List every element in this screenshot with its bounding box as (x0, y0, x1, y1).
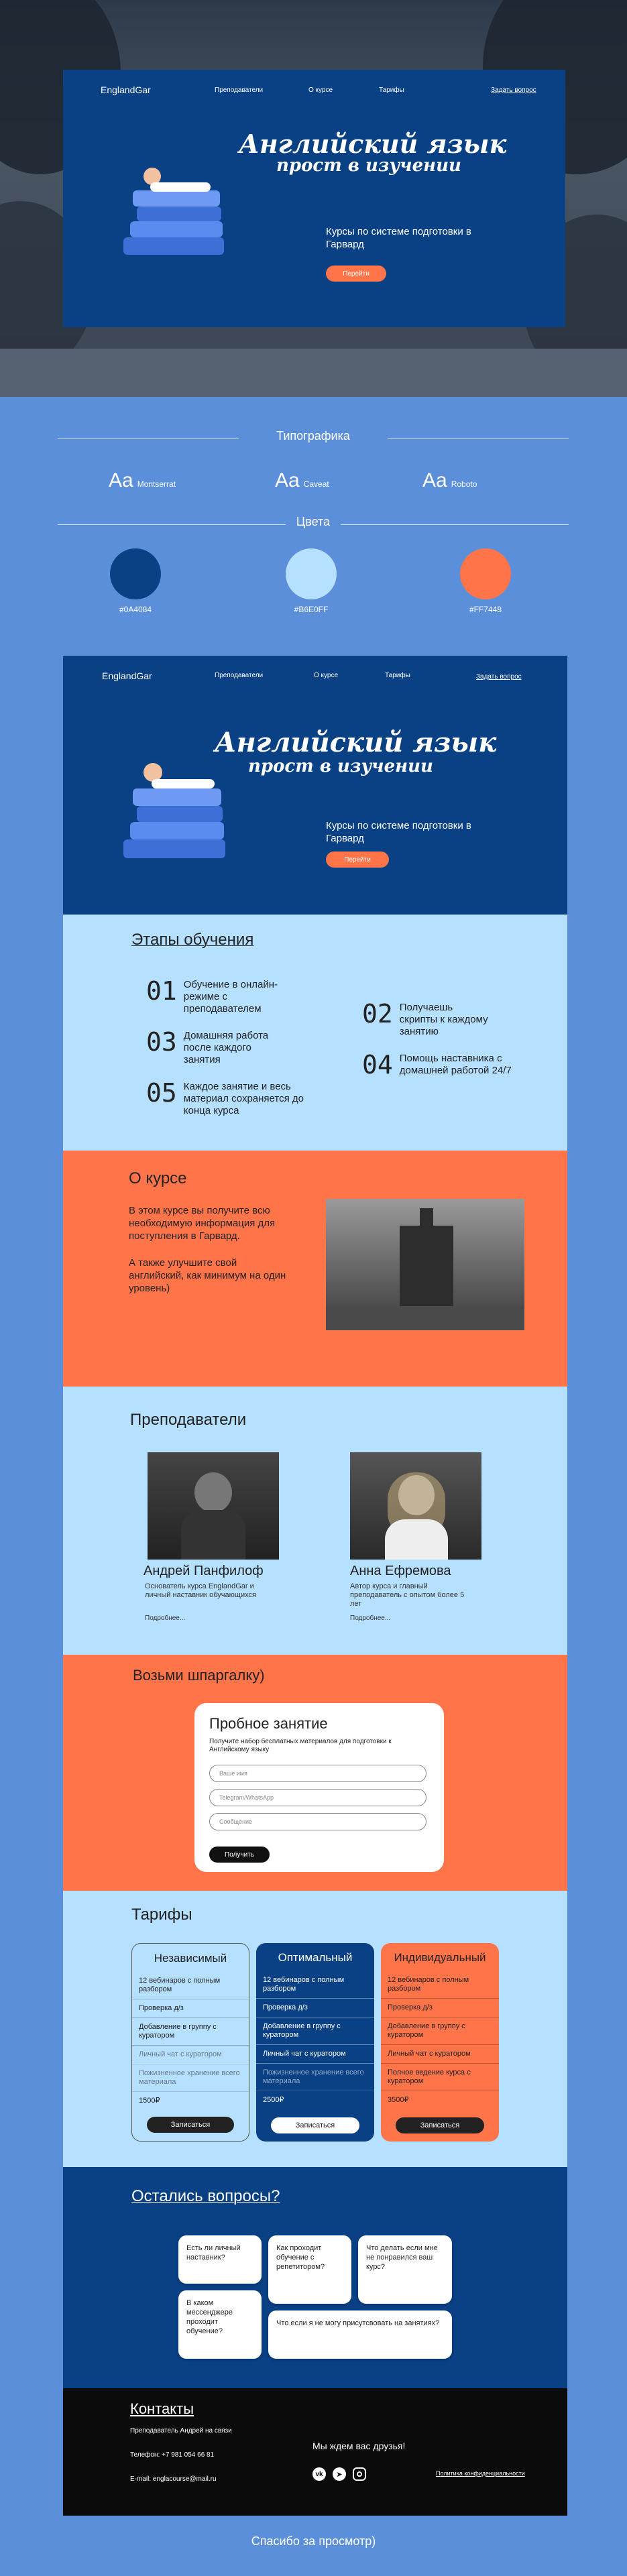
plan-card-independent (131, 1943, 249, 2142)
about-paragraph-2: А также улучшите свой английский, как минимум на один уровень) (129, 1257, 286, 1294)
contacts-phone[interactable]: Телефон: +7 981 054 66 81 (130, 2451, 215, 2459)
teachers-section (63, 1387, 567, 1655)
ask-question-link[interactable]: Задать вопрос (491, 86, 536, 94)
hero-cta-button[interactable]: Перейти (326, 852, 389, 868)
nav-about[interactable]: О курсе (308, 86, 333, 94)
step-01: 01 Обучение в онлайн-режиме с преподавателем (146, 976, 278, 1014)
nav-tariffs[interactable]: Тарифы (379, 86, 404, 94)
plan-price: 3500₽ (388, 2096, 409, 2104)
social-links (312, 2467, 366, 2481)
plan-feature: Полное ведение курса с куратором (381, 2064, 499, 2091)
trial-form-title: Пробное занятие (209, 1715, 328, 1732)
hero-cta-button[interactable]: Перейти (326, 266, 386, 282)
hero-title-line2: прост в изучении (248, 756, 433, 776)
trial-form-card (194, 1703, 444, 1872)
steps-title: Этапы обучения (131, 931, 254, 949)
step-05: 05 Каждое занятие и весь материал сохраняется до конца курса (146, 1078, 304, 1116)
ask-question-link[interactable]: Задать вопрос (476, 673, 522, 681)
teacher-more-anna[interactable]: Подробнее... (350, 1615, 391, 1622)
nav-tariffs[interactable]: Тарифы (385, 672, 410, 679)
teacher-name-anna: Анна Ефремова (350, 1564, 451, 1578)
plan-signup-button[interactable]: Записаться (271, 2117, 359, 2133)
plan-name: Независимый (154, 1952, 227, 1965)
contacts-section (63, 2388, 567, 2516)
hero-title-line1: Английский язык (215, 727, 497, 758)
plan-feature: Добавление в группу с куратором (132, 2018, 249, 2046)
hero-title-line2: прост в изучении (276, 156, 461, 176)
get-materials-button[interactable]: Получить (209, 1847, 270, 1863)
plan-price: 1500₽ (139, 2097, 160, 2105)
teacher-desc-anna: Автор курса и главный преподаватель с опытом более 5 лет (350, 1582, 465, 1608)
telegram-icon[interactable]: ➤ (333, 2467, 346, 2481)
plan-feature: Добавление в группу с куратором (381, 2017, 499, 2045)
color-label-orange: #FF7448 (469, 605, 502, 614)
tariffs-section (63, 1891, 567, 2167)
color-label-light-blue: #B6E0FF (294, 605, 329, 614)
contacts-teacher: Преподаватель Андрей на связи (130, 2427, 232, 2435)
faq-title: Остались вопросы? (131, 2187, 280, 2205)
instagram-icon[interactable] (353, 2467, 366, 2481)
color-swatch-light-blue (286, 548, 337, 599)
landing-hero (63, 656, 567, 915)
plan-signup-button[interactable]: Записаться (396, 2117, 484, 2133)
plan-feature: Пожизненное хранение всего материала (132, 2064, 249, 2092)
faq-item-3[interactable]: Что делать если мне не понравился ваш курс? (358, 2235, 452, 2304)
hero-subtitle: Курсы по системе подготовки в Гарвард (326, 226, 471, 250)
font-sample-caveat: Aa Caveat (275, 469, 329, 491)
faq-section (63, 2167, 567, 2388)
step-04: 04 Помощь наставника с домашней работой 24/7 (362, 1050, 512, 1079)
contacts-email[interactable]: E-mail: englacourse@mail.ru (130, 2475, 217, 2483)
color-swatch-orange (460, 548, 511, 599)
teacher-desc-andrey: Основатель курса EnglandGar и личный наставник обучающихся (145, 1582, 256, 1599)
font-sample-montserrat: Aa Montserrat (109, 469, 176, 491)
plan-signup-button[interactable]: Записаться (147, 2117, 234, 2133)
plan-price: 2500₽ (263, 2096, 284, 2104)
nav-about[interactable]: О курсе (314, 672, 339, 679)
contact-input[interactable]: Telegram/WhatsApp (209, 1789, 426, 1806)
logo[interactable]: EnglandGar (101, 84, 151, 95)
plan-feature: 12 вебинаров с полным разбором (381, 1971, 499, 1999)
teacher-name-andrey: Андрей Панфилоф (144, 1564, 264, 1578)
about-photo (326, 1199, 524, 1330)
teacher-photo-anna (350, 1452, 481, 1560)
vk-icon[interactable]: vk (312, 2467, 326, 2481)
step-02: 02 Получаешь скрипты к каждому занятию (362, 999, 488, 1037)
tariffs-title: Тарифы (131, 1906, 192, 1924)
plan-feature: Пожизненное хранение всего материала (256, 2064, 374, 2091)
hero-illustration (117, 164, 231, 271)
faq-item-4[interactable]: В каком мессенджере проходит обучение? (178, 2290, 262, 2359)
contacts-title: Контакты (130, 2400, 194, 2417)
plan-feature: Проверка д/з (132, 1999, 249, 2018)
contacts-greeting: Мы ждем вас друзья! (312, 2441, 406, 2451)
teachers-title: Преподаватели (130, 1411, 247, 1429)
faq-item-1[interactable]: Есть ли личный наставник? (178, 2235, 262, 2284)
about-title: О курсе (129, 1169, 187, 1187)
nav-teachers[interactable]: Преподаватели (215, 86, 264, 94)
font-sample-roboto: Aa Roboto (422, 469, 477, 491)
about-section (63, 1151, 567, 1387)
message-input[interactable]: Сообщение (209, 1813, 426, 1830)
lead-section (63, 1655, 567, 1891)
logo[interactable]: EnglandGar (102, 670, 152, 681)
color-label-blue: #0A4084 (119, 605, 152, 614)
lead-title: Возьми шпаргалку) (133, 1667, 265, 1684)
plan-feature: Проверка д/з (381, 1999, 499, 2017)
plan-feature: Добавление в группу с куратором (256, 2017, 374, 2045)
hero-title-line1: Английский язык (239, 129, 507, 159)
plan-feature: Личный чат с куратором (381, 2045, 499, 2064)
hero-subtitle: Курсы по системе подготовки в Гарвард (326, 820, 471, 844)
plan-feature: Личный чат с куратором (256, 2045, 374, 2064)
typography-heading: Типографика (276, 429, 350, 443)
plan-name: Индивидуальный (394, 1951, 486, 1964)
color-swatch-blue (110, 548, 161, 599)
plan-feature: Личный чат с куратором (132, 2046, 249, 2064)
plan-card-individual (381, 1943, 499, 2142)
plan-card-optimal (256, 1943, 374, 2142)
steps-section (63, 915, 567, 1151)
step-03: 03 Домашняя работа после каждого занятия (146, 1027, 269, 1065)
privacy-policy-link[interactable]: Политика конфиденциальности (436, 2470, 525, 2477)
about-paragraph-1: В этом курсе вы получите всю необходимую информация для поступления в Гарвард. (129, 1205, 276, 1242)
hero-preview-frame (63, 70, 565, 327)
thanks-text: Спасибо за просмотр) (251, 2534, 376, 2548)
nav-teachers[interactable]: Преподаватели (215, 672, 264, 679)
plan-feature: 12 вебинаров с полным разбором (132, 1972, 249, 1999)
faq-item-5[interactable]: Что если я не могу присутсвовать на занятиях? (268, 2310, 452, 2359)
hero-illustration (117, 756, 231, 877)
faq-item-2[interactable]: Как проходит обучение с репетитором? (268, 2235, 351, 2304)
plan-feature: Проверка д/з (256, 1999, 374, 2017)
plan-feature: 12 вебинаров с полным разбором (256, 1971, 374, 1999)
plan-name: Оптимальный (278, 1951, 353, 1964)
colors-heading: Цвета (296, 515, 331, 528)
teacher-more-andrey[interactable]: Подробнее... (145, 1615, 186, 1622)
teacher-photo-andrey (148, 1452, 279, 1560)
name-input[interactable]: Ваше имя (209, 1765, 426, 1782)
trial-form-text: Получите набор бесплатных материалов для подготовки к Английскому языку (209, 1738, 392, 1753)
